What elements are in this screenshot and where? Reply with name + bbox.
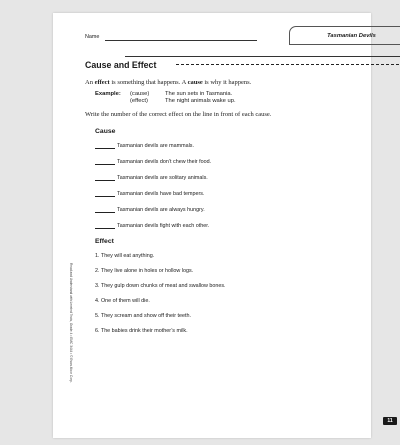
- example-label: Example:: [95, 91, 121, 97]
- header-divider: [125, 56, 400, 57]
- cause-item: Tasmanian devils are always hungry.: [95, 207, 205, 213]
- effect-item: 6. The babies drink their mother’s milk.: [95, 328, 188, 334]
- effect-item: 2. They live alone in holes or hollow logs.: [95, 268, 194, 274]
- effect-term: effect: [94, 79, 110, 86]
- cause-heading: Cause: [95, 128, 116, 135]
- worksheet-page: [53, 13, 393, 438]
- title-dashed-rule: [176, 64, 400, 65]
- publisher-credit: Read and Understand with Leveled Texts, Grade 4 • EMC 3444 • © Evan-Moor Corp.: [69, 263, 73, 383]
- cause-item: Tasmanian devils are solitary animals.: [95, 175, 208, 181]
- cause-item: Tasmanian devils don’t chew their food.: [95, 159, 211, 165]
- example-cause-tag: (cause): [130, 91, 150, 97]
- instructions: Write the number of the correct effect on the line in front of each cause.: [85, 111, 272, 118]
- effect-item: 4. One of them will die.: [95, 298, 150, 304]
- effect-item: 5. They scream and show off their teeth.: [95, 313, 191, 319]
- page-number: 11: [383, 417, 397, 425]
- example-cause-text: The sun sets in Tasmania.: [165, 91, 233, 97]
- intro-text: An effect is something that happens. A cause is why it happens.: [85, 79, 252, 86]
- name-label: Name: [85, 34, 100, 40]
- effect-heading: Effect: [95, 238, 114, 245]
- effect-item: 3. They gulp down chunks of meat and swallow bones.: [95, 283, 226, 289]
- example-effect-text: The night animals wake up.: [165, 98, 236, 104]
- cause-item: Tasmanian devils have bad tempers.: [95, 191, 205, 197]
- cause-item: Tasmanian devils fight with each other.: [95, 223, 209, 229]
- cause-term: cause: [187, 79, 203, 86]
- page-title: Cause and Effect: [85, 60, 157, 70]
- effect-item: 1. They will eat anything.: [95, 253, 155, 259]
- cause-item: Tasmanian devils are mammals.: [95, 143, 194, 149]
- answer-blank[interactable]: [95, 223, 115, 229]
- answer-blank[interactable]: [95, 191, 115, 197]
- name-line[interactable]: [105, 40, 257, 41]
- answer-blank[interactable]: [95, 143, 115, 149]
- example-effect-tag: (effect): [130, 98, 148, 104]
- topic-tab: Tasmanian Devils: [289, 26, 400, 45]
- answer-blank[interactable]: [95, 159, 115, 165]
- answer-blank[interactable]: [95, 175, 115, 181]
- answer-blank[interactable]: [95, 207, 115, 213]
